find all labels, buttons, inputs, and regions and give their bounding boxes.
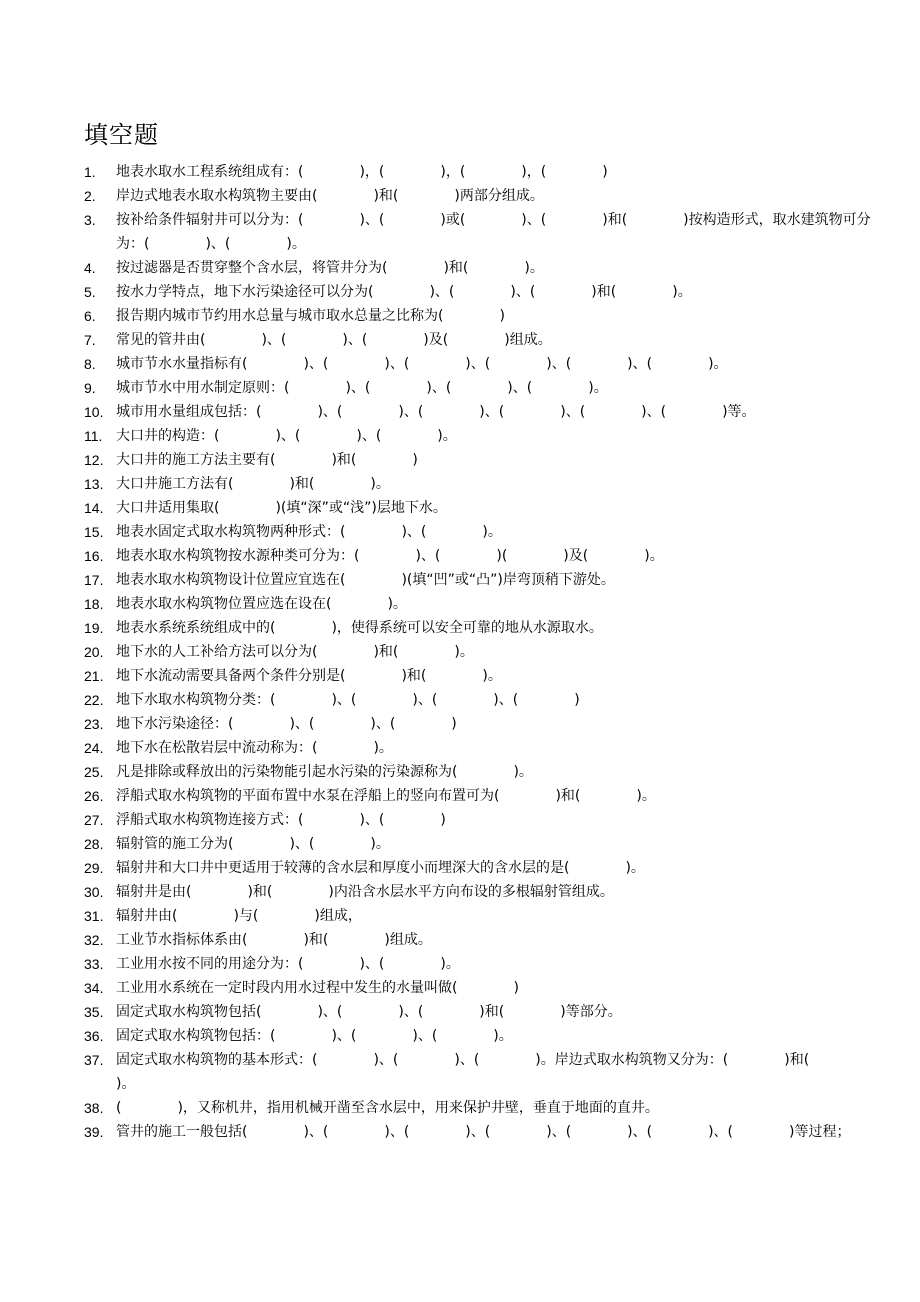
question-text: 城市节水中用水制定原则：( )、( )、( )、( )。 (116, 380, 608, 396)
question-text: 地表水取水工程系统组成有：( )，( )，( )，( ) (116, 164, 608, 180)
question-number: 12. (84, 452, 104, 468)
question-number: 27. (84, 812, 104, 828)
question-item (84, 832, 874, 856)
question-text: 按过滤器是否贯穿整个含水层，将管井分为( )和( )。 (116, 260, 544, 276)
question-text: ( )，又称机井，指用机械开凿至含水层中，用来保护井壁，垂直于地面的直井。 (116, 1100, 659, 1116)
question-item (84, 160, 874, 184)
question-text: 辐射管的施工分为( )、( )。 (116, 836, 390, 852)
question-text: 辐射井是由( )和( )内沿含水层水平方向布设的多根辐射管组成。 (116, 884, 614, 900)
question-text: 浮船式取水构筑物连接方式：( )、( ) (116, 812, 446, 828)
question-text: 地表水取水构筑物按水源种类可分为：( )、( )( )及( )。 (116, 548, 664, 564)
question-text: 辐射井和大口井中更适用于较薄的含水层和厚度小而埋深大的含水层的是( )。 (116, 860, 645, 876)
question-item (84, 808, 874, 832)
question-item (84, 760, 874, 784)
question-number: 25. (84, 764, 104, 780)
question-number: 31. (84, 908, 104, 924)
question-text: 固定式取水构筑物包括：( )、( )、( )。 (116, 1028, 513, 1044)
question-text: 报告期内城市节约用水总量与城市取水总量之比称为( ) (116, 308, 505, 324)
question-item (84, 184, 874, 208)
question-number: 30. (84, 884, 104, 900)
question-number: 21. (84, 668, 104, 684)
question-text: 按水力学特点，地下水污染途径可以分为( )、( )、( )和( )。 (116, 284, 692, 300)
question-number: 38. (84, 1100, 104, 1116)
question-item (84, 904, 874, 928)
question-text: 城市用水量组成包括：( )、( )、( )、( )、( )、( )等。 (116, 404, 756, 420)
question-item (84, 424, 874, 448)
question-number: 18. (84, 596, 104, 612)
question-number: 14. (84, 500, 104, 516)
question-item (84, 976, 874, 1000)
question-item (84, 1096, 874, 1120)
question-number: 28. (84, 836, 104, 852)
question-item (84, 328, 874, 352)
question-text: 工业节水指标体系由( )和( )组成。 (116, 932, 432, 948)
question-item (84, 400, 874, 424)
question-text: 工业用水系统在一定时段内用水过程中发生的水量叫做( ) (116, 980, 519, 996)
question-number: 39. (84, 1124, 104, 1140)
question-number: 33. (84, 956, 104, 972)
question-number: 35. (84, 1004, 104, 1020)
question-number: 5. (84, 284, 96, 300)
question-item (84, 592, 874, 616)
page-title: 填空题 (84, 121, 159, 149)
question-number: 34. (84, 980, 104, 996)
question-text: 浮船式取水构筑物的平面布置中水泵在浮船上的竖向布置可为( )和( )。 (116, 788, 656, 804)
question-item (84, 712, 874, 736)
question-item (84, 640, 874, 664)
question-item (84, 616, 874, 640)
question-item (84, 736, 874, 760)
question-number: 16. (84, 548, 104, 564)
question-item (84, 208, 874, 256)
question-item (84, 304, 874, 328)
question-number: 32. (84, 932, 104, 948)
question-number: 24. (84, 740, 104, 756)
question-item (84, 880, 874, 904)
question-item (84, 688, 874, 712)
question-text: 地下水流动需要具备两个条件分别是( )和( )。 (116, 668, 502, 684)
question-text: 大口井的构造：( )、( )、( )。 (116, 428, 457, 444)
question-text: 常见的管井由( )、( )、( )及( )组成。 (116, 332, 552, 348)
question-number: 19. (84, 620, 104, 636)
question-text: 岸边式地表水取水构筑物主要由( )和( )两部分组成。 (116, 188, 544, 204)
question-number: 20. (84, 644, 104, 660)
question-number: 17. (84, 572, 104, 588)
question-item (84, 952, 874, 976)
question-item (84, 472, 874, 496)
question-number: 9. (84, 380, 96, 396)
question-text: 管井的施工一般包括( )、( )、( )、( )、( )、( )、( )等过程； (116, 1124, 851, 1140)
question-number: 1. (84, 164, 96, 180)
question-text: 大口井适用集取( )(填“深”或“浅”)层地下水。 (116, 500, 447, 516)
question-number: 3. (84, 212, 96, 228)
question-number: 15. (84, 524, 104, 540)
question-text: 地表水取水构筑物设计位置应宜选在( )(填“凹”或“凸”)岸弯顶稍下游处。 (116, 572, 615, 588)
question-item (84, 496, 874, 520)
question-item (84, 784, 874, 808)
question-list (84, 160, 874, 1144)
question-item (84, 448, 874, 472)
question-item (84, 376, 874, 400)
question-item (84, 256, 874, 280)
question-item (84, 352, 874, 376)
question-text: 地表水系统系统组成中的( )，使得系统可以安全可靠的地从水源取水。 (116, 620, 603, 636)
question-text: 大口井的施工方法主要有( )和( ) (116, 452, 418, 468)
question-text: 城市节水水量指标有( )、( )、( )、( )、( )、( )。 (116, 356, 728, 372)
question-text: 固定式取水构筑物包括( )、( )、( )和( )等部分。 (116, 1004, 622, 1020)
question-text: 地下水的人工补给方法可以分为( )和( )。 (116, 644, 474, 660)
question-text: 地下水取水构筑物分类：( )、( )、( )、( ) (116, 692, 580, 708)
question-text: 地下水污染途径：( )、( )、( ) (116, 716, 457, 732)
question-number: 29. (84, 860, 104, 876)
question-number: 6. (84, 308, 96, 324)
question-text: 固定式取水构筑物的基本形式：( )、( )、( )。岸边式取水构筑物又分为：( )和( )。 (116, 1052, 866, 1092)
question-number: 8. (84, 356, 96, 372)
question-number: 10. (84, 404, 104, 420)
question-item (84, 1120, 874, 1144)
question-item (84, 1048, 874, 1096)
question-text: 地下水在松散岩层中流动称为：( )。 (116, 740, 393, 756)
question-text: 地表水取水构筑物位置应选在设在( )。 (116, 596, 407, 612)
question-item (84, 280, 874, 304)
question-text: 地表水固定式取水构筑物两种形式：( )、( )。 (116, 524, 502, 540)
question-item (84, 520, 874, 544)
question-item (84, 1000, 874, 1024)
question-text: 大口井施工方法有( )和( )。 (116, 476, 390, 492)
question-number: 4. (84, 260, 96, 276)
question-item (84, 544, 874, 568)
question-number: 2. (84, 188, 96, 204)
question-item (84, 568, 874, 592)
question-text: 按补给条件辐射井可以分为：( )、( )或( )、( )和( )按构造形式，取水建筑物可分为：( )、( )。 (116, 212, 871, 252)
question-number: 7. (84, 332, 96, 348)
question-number: 13. (84, 476, 104, 492)
question-item (84, 928, 874, 952)
question-number: 22. (84, 692, 104, 708)
question-item (84, 664, 874, 688)
question-text: 凡是排除或释放出的污染物能引起水污染的污染源称为( )。 (116, 764, 533, 780)
question-text: 辐射井由( )与( )组成， (116, 908, 362, 924)
question-number: 23. (84, 716, 104, 732)
question-item (84, 1024, 874, 1048)
question-number: 26. (84, 788, 104, 804)
question-item (84, 856, 874, 880)
question-number: 36. (84, 1028, 104, 1044)
question-text: 工业用水按不同的用途分为：( )、( )。 (116, 956, 460, 972)
question-number: 11. (84, 428, 103, 444)
question-number: 37. (84, 1052, 104, 1068)
